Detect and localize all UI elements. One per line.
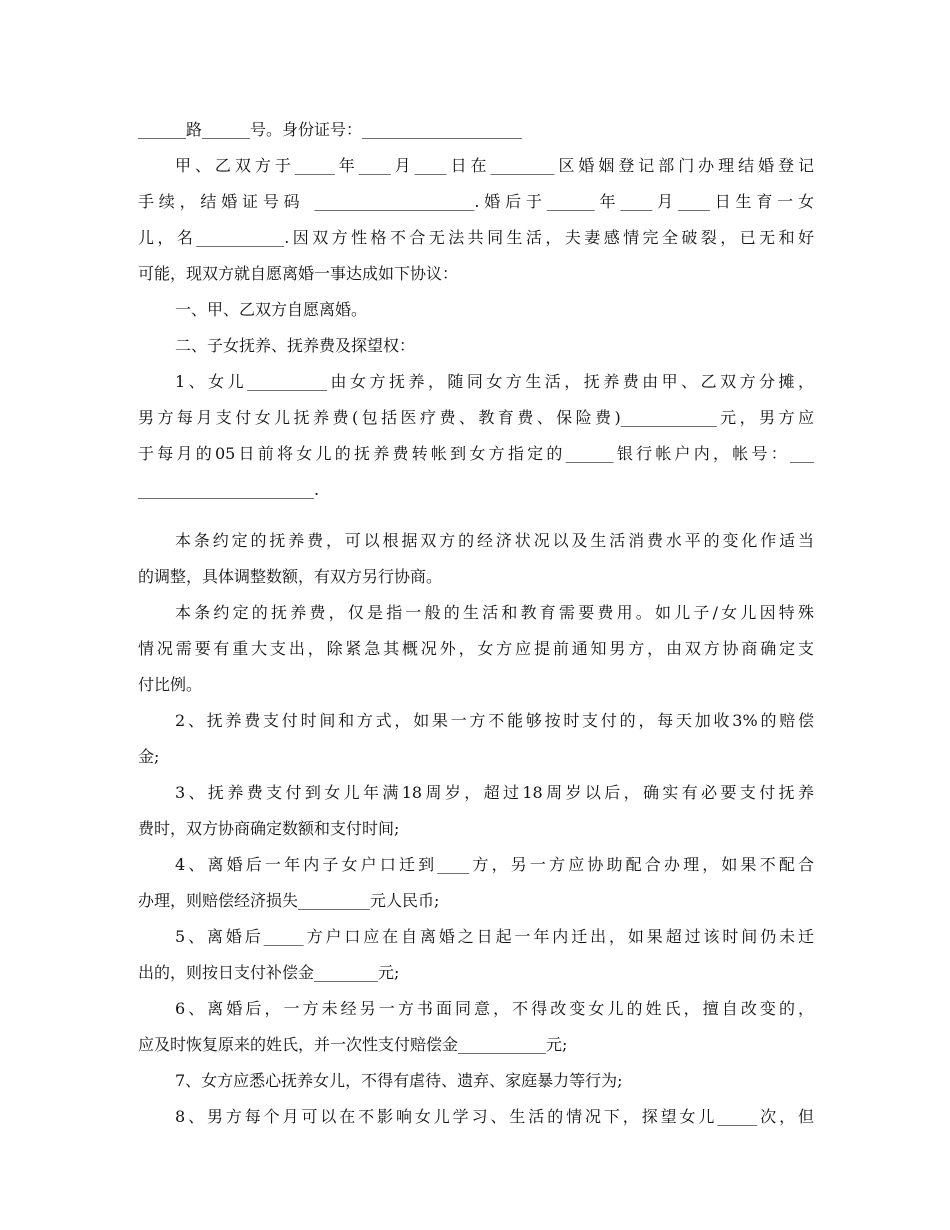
paragraph-line: 甲、乙双方于_____年____月____日在________区婚姻登记部门办理结婚登记 (175, 156, 814, 175)
paragraph-line: 情况需要有重大支出，除紧急其概况外，女方应提前通知男方，由双方协商确定支 (138, 639, 814, 658)
clause-line: 金; (138, 747, 160, 766)
clause-line: 出的，则按日支付补偿金________元; (138, 963, 400, 982)
paragraph-line: 付比例。 (138, 675, 203, 694)
paragraph-line: 可能，现双方就自愿离婚一事达成如下协议： (138, 264, 459, 283)
clause-line: 1、女儿__________由女方抚养，随同女方生活，抚养费由甲、乙双方分摊， (175, 372, 814, 391)
clause-line: 5、离婚后_____方户口应在自离婚之日起一年内迁出，如果超过该时间仍未迁 (175, 927, 814, 946)
paragraph-line: 本条约定的抚养费，仅是指一般的生活和教育需要费用。如儿子/女儿因特殊 (175, 603, 814, 622)
paragraph-line: 的调整，具体调整数额，有双方另行协商。 (138, 567, 443, 586)
paragraph-line: 手续，结婚证号码 ____________________.婚后于______年____月____日生育一女 (138, 192, 814, 211)
paragraph-gap (138, 508, 814, 523)
clause-line: 7、女方应悉心抚养女儿，不得有虐待、遗弃、家庭暴力等行为; (175, 1071, 623, 1090)
clause-line: 费时，双方协商确定数额和支付时间; (138, 819, 400, 838)
paragraph-line: 儿，名___________.因双方性格不合无法共同生活，夫妻感情完全破裂，已无和好 (138, 228, 814, 247)
clause-line: 于每月的05日前将女儿的抚养费转帐到女方指定的______银行帐户内，帐号：___ (138, 444, 814, 463)
address-id-line: ______路______号。身份证号：____________________ (138, 120, 523, 139)
clause-line: 8、男方每个月可以在不影响女儿学习、生活的情况下，探望女儿_____次，但 (175, 1107, 814, 1126)
paragraph-line: 本条约定的抚养费，可以根据双方的经济状况以及生活消费水平的变化作适当 (175, 531, 814, 550)
clause-line: 4、离婚后一年内子女户口迁到____方，另一方应协助配合办理，如果不配合 (175, 855, 814, 874)
clause-line: 应及时恢复原来的姓氏，并一次性支付赔偿金___________元; (138, 1035, 568, 1054)
clause-heading: 二、子女抚养、抚养费及探望权： (175, 336, 416, 355)
clause-line: 2、抚养费支付时间和方式，如果一方不能够按时支付的，每天加收3%的赔偿 (175, 711, 814, 730)
document-page (138, 112, 814, 1135)
clause-line: 3、抚养费支付到女儿年满18周岁，超过18周岁以后，确实有必要支付抚养 (175, 783, 814, 802)
clause-line: 6、离婚后，一方未经另一方书面同意，不得改变女儿的姓氏，擅自改变的， (175, 999, 814, 1018)
clause-line: 男方每月支付女儿抚养费(包括医疗费、教育费、保险费)____________元，男方应 (138, 408, 814, 427)
clause-line: 办理，则赔偿经济损失_________元人民币; (138, 891, 440, 910)
clause-line: ______________________. (138, 480, 320, 499)
clause-heading: 一、甲、乙双方自愿离婚。 (175, 300, 368, 319)
